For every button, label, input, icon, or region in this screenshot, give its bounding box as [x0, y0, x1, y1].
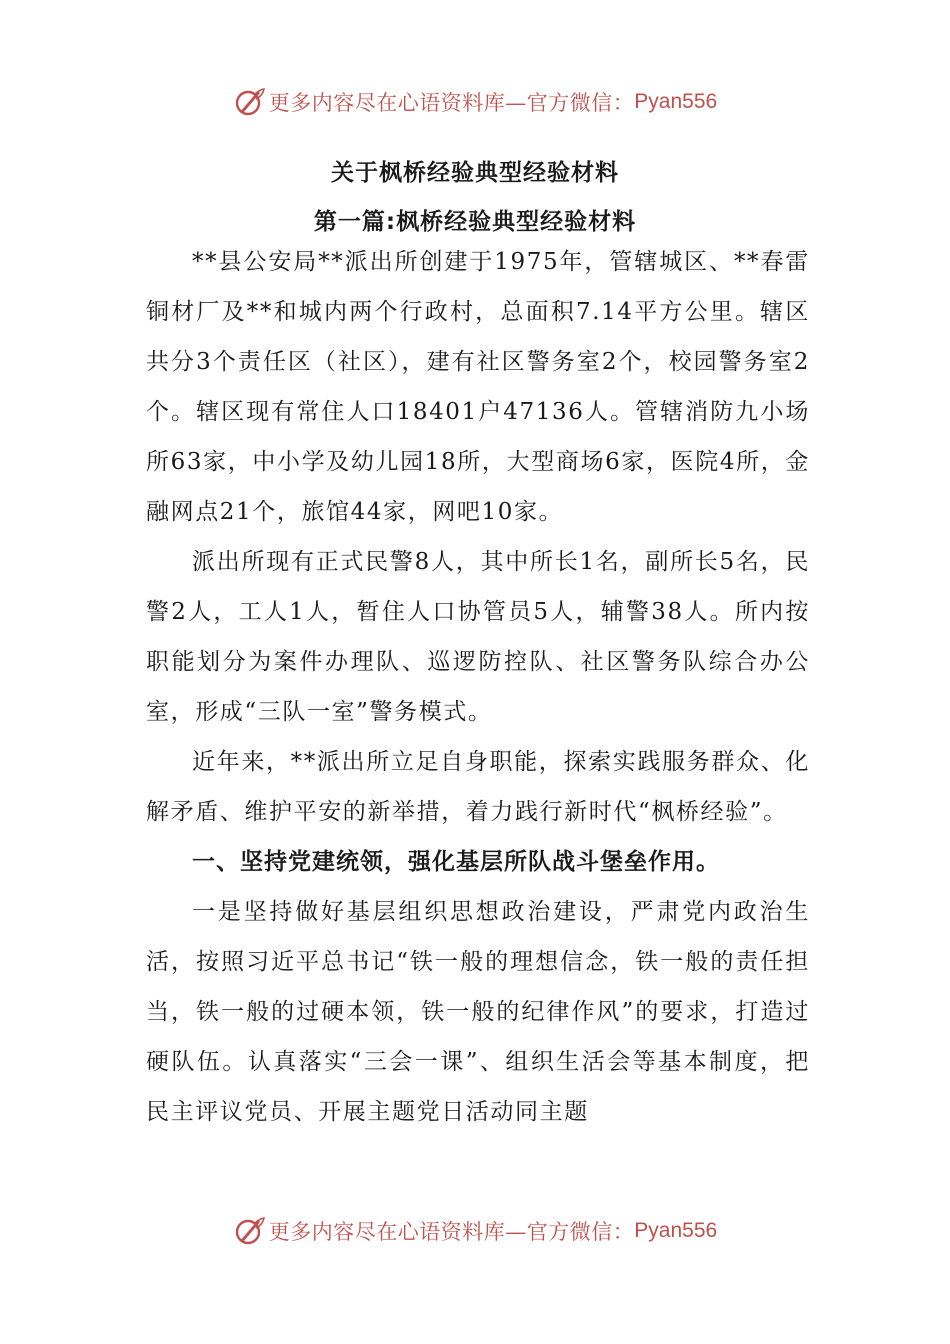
- paragraph-3: 近年来，**派出所立足自身职能，探索实践服务群众、化解矛盾、维护平安的新举措，着力践行新时代“枫桥经验”。: [146, 749, 810, 825]
- wechat-id: Pyan556: [634, 90, 718, 113]
- section-paragraph: 一是坚持做好基层组织思想政治建设，严肃党内政治生活，按照习近平总书记“铁一般的理想信念，铁一般的责任担当，铁一般的过硬本领，铁一般的纪律作风”的要求，打造过硬队伍。认真落实“三会一课”、组织生活会等基本制度，把民主评议党员、开展主题党日活动同主题: [146, 899, 810, 1125]
- footer-banner: [0, 1211, 950, 1251]
- document-subtitle: 第一篇:枫桥经验典型经验材料: [313, 209, 637, 235]
- banner-text: 更多内容尽在心语资料库—官方微信：: [268, 1220, 635, 1244]
- paragraph-1: **县公安局**派出所创建于1975年，管辖城区、**春雷铜材厂及**和城内两个行政村，总面积7.14平方公里。辖区共分3个责任区（社区），建有社区警务室2个，校园警务室2个。辖区现有常住人口18401户47136人。管辖消防九小场所63家，中小学及幼儿园18所，大型商场6家，医院4所，金融网点21个，旅馆44家，网吧10家。: [146, 249, 810, 525]
- document-body: [146, 237, 810, 1137]
- document-title: 关于枫桥经验典型经验材料: [331, 160, 619, 186]
- quill-logo-icon: [233, 1215, 265, 1247]
- paragraph-2: 派出所现有正式民警8人，其中所长1名，副所长5名，民警2人，工人1人，暂住人口协管员5人，辅警38人。所内按职能划分为案件办理队、巡逻防控队、社区警务队综合办公室，形成“三队一室”警务模式。: [146, 549, 810, 725]
- banner-text: 更多内容尽在心语资料库—官方微信：: [268, 91, 635, 115]
- wechat-id: Pyan556: [634, 1219, 718, 1242]
- header-banner: [0, 82, 950, 122]
- quill-logo-icon: [233, 86, 265, 118]
- section-heading: 一、坚持党建统领，强化基层所队战斗堡垒作用。: [192, 849, 720, 875]
